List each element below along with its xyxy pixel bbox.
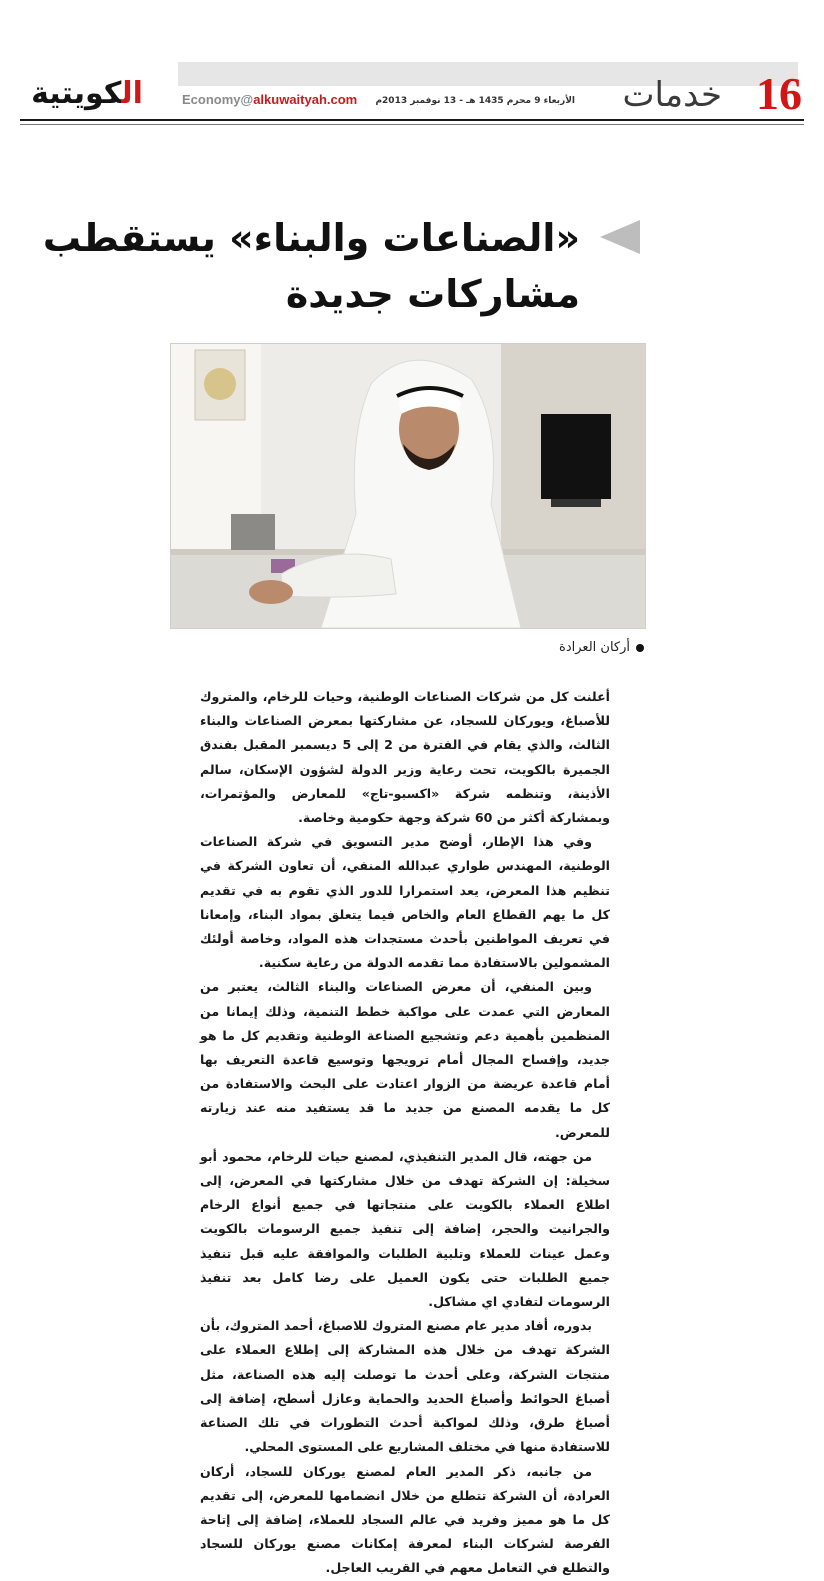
header-divider	[20, 119, 804, 121]
caption-text: أركان العرادة	[559, 640, 630, 655]
email-user: Economy@	[182, 92, 254, 107]
header-divider-thin	[20, 124, 804, 125]
headline-line-1: «الصناعات والبناء» يستقطب	[42, 216, 580, 260]
headline-line-2: مشاركات جديدة	[285, 272, 580, 316]
photo-caption	[520, 640, 644, 655]
headline-arrow-icon	[600, 220, 640, 254]
page-header	[0, 0, 824, 128]
paragraph-1: أعلنت كل من شركات الصناعات الوطنية، وحيات للرخام، والمتروك للأصباغ، ويوركان للسجاد، عن مشاركتها بمعرض الصناعات والبناء الثالث، والذي يقام في الفترة من 2 إلى 5 ديسمبر المقبل بفندق الجميرة بالكويت، تحت رعاية وزير الدولة لشؤون الإسكان، سالم الأذينة، وتنظمه شركة «اكسبو-تاج» للمعارض والمؤتمرات، وبمشاركة أكثر من 60 شركة وجهة حكومية وخاصة.	[200, 689, 610, 826]
article-photo	[170, 343, 646, 629]
section-email[interactable]	[182, 92, 357, 107]
caption-bullet-icon	[636, 644, 644, 652]
page-number: 16	[756, 68, 802, 119]
paragraph-2: وفي هذا الإطار، أوضح مدير التسويق في شركة الصناعات الوطنية، المهندس طواري عبدالله المنفي، أن تعاون الشركة في تنظيم هذا المعرض، يعد استمرارا للدور الذي تقوم به في تقديم كل ما يهم القطاع العام والخاص فيما يتعلق بمواد البناء، وإمعانا في تعريف المواطنين بأحدث مستجدات هذه المواد، وخاصة أولئك المشمولين بالاستفادة مما تقدمه الدولة من رعاية سكنية.	[200, 834, 610, 971]
issue-date: الأربعاء 9 محرم 1435 هـ - 13 نوفمبر 2013م	[375, 96, 575, 106]
article-headline	[42, 210, 580, 322]
paragraph-6: من جانبه، ذكر المدير العام لمصنع يوركان للسجاد، أركان العرادة، أن الشركة تتطلع من خلال انضمامها للمعرض، إلى تقديم كل ما هو مميز وفريد في عالم السجاد للعملاء، إضافة إلى إتاحة الفرصة لشركات البناء لمعرفة إمكانات مصنع يوركان للسجاد والتطلع في التعامل معهم في القريب العاجل.	[200, 1463, 610, 1576]
newspaper-logo: الكويتية	[31, 76, 143, 111]
paragraph-3: وبين المنفي، أن معرض الصناعات والبناء الثالث، يعتبر من المعارض التي عمدت على مواكبة خطط التنمية، وذلك إيمانا من المنظمين بأهمية دعم وتشجيع الصناعة الوطنية وتقديم كل ما هو جديد، وإفساح المجال أمام ترويجها وتوسيع قاعدة التعريف بها أمام قاعدة عريضة من الزوار اعتادت على البحث والاستفادة من كل ما يقدمه المصنع من جديد ما قد يستفيد منه عند زيارته للمعرض.	[200, 979, 610, 1140]
paragraph-4: من جهته، قال المدير التنفيذي، لمصنع حيات للرخام، محمود أبو سخيلة: إن الشركة تهدف من خلال مشاركتها في المعرض، إلى اطلاع العملاء بالكويت على منتجاتها في جميع أنواع الرخام والجرانيت والحجر، إضافة إلى تنفيذ جميع الرسومات بالكويت وعمل عينات للعملاء وتلبية الطلبات والموافقة عليه قبل تنفيذ جميع الطلبات حتى يكون العميل على رضا كامل بعد تنفيذ الرسومات لتفادي اي مشاكل.	[200, 1148, 610, 1310]
paragraph-5: بدوره، أفاد مدير عام مصنع المتروك للاصباغ، أحمد المتروك، بأن الشركة تهدف من خلال هذه المشاركة إلى إطلاع العملاء على منتجات الشركة، وعلى أحدث ما توصلت إليه هذه الصناعة، مثل أصباغ الحوائط وأصباغ الحديد والحماية وعازل أسطح، إضافة إلى أصباغ طرق، وذلك لمواكبة أحدث التطورات في تلك الصناعة للاستفادة منها في مختلف المشاريع على المستوى المحلي.	[200, 1318, 610, 1455]
email-domain: alkuwaityah.com	[253, 92, 358, 107]
article-body	[200, 685, 610, 1581]
section-title: خدمات	[622, 75, 722, 115]
photo-illustration	[171, 344, 645, 628]
